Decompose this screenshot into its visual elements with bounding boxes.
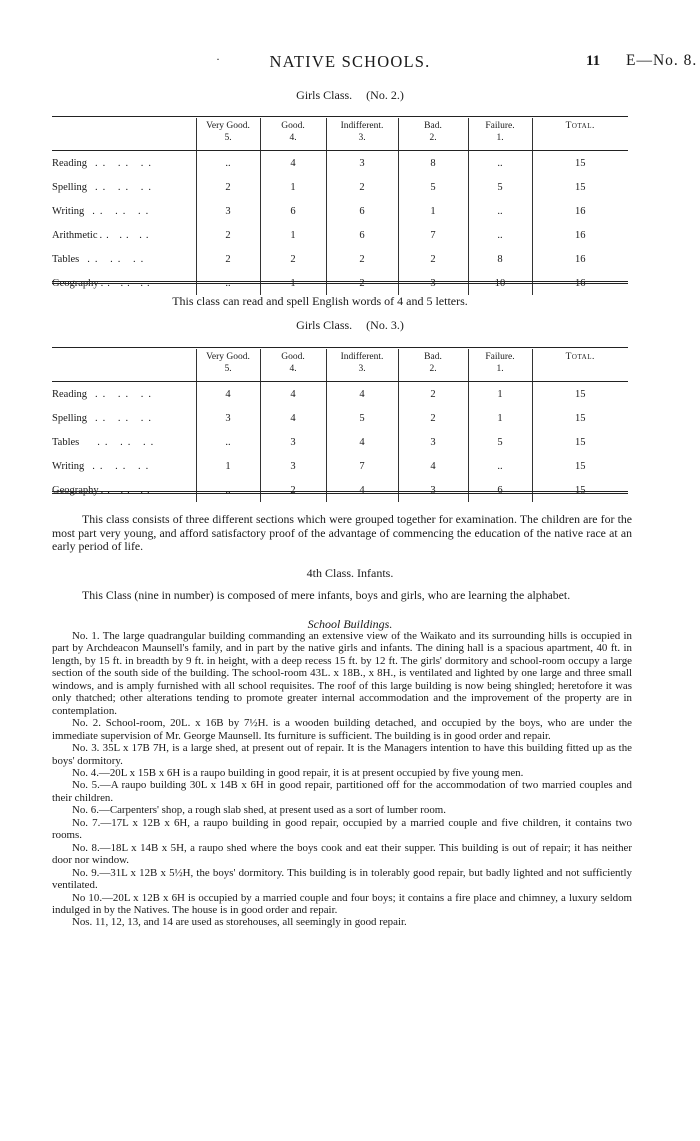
grade-cell: 2 xyxy=(326,175,398,199)
table2-top-rule xyxy=(52,347,628,348)
grade-cell: 3 xyxy=(196,406,260,430)
grade-cell: 4 xyxy=(326,478,398,502)
grade-cell: 8 xyxy=(468,247,532,271)
table2-bottom-rule xyxy=(52,491,628,494)
grade-cell: 4 xyxy=(196,382,260,407)
grade-cell: .. xyxy=(196,430,260,454)
total-cell: 15 xyxy=(532,406,628,430)
table1-col-header: Failure. 1. xyxy=(468,118,532,151)
total-cell: 16 xyxy=(532,199,628,223)
table2-col-header: Good. 4. xyxy=(260,349,326,382)
subject-cell: Tables .. .. .. xyxy=(52,436,159,448)
grade-cell: 3 xyxy=(196,199,260,223)
grade-cell: 3 xyxy=(326,151,398,176)
header-dot: · xyxy=(216,52,220,66)
table1-note: This class can read and spell English words of 4 and 5 letters. xyxy=(172,294,468,308)
grade-cell: 3 xyxy=(398,271,468,295)
total-cell: 15 xyxy=(532,430,628,454)
grade-cell: .. xyxy=(196,151,260,176)
grade-cell: 3 xyxy=(398,430,468,454)
total-cell: 16 xyxy=(532,223,628,247)
grade-cell: 2 xyxy=(260,247,326,271)
class3-text: This class consists of three different sections which were grouped together for examination. The children are for the most part very young, and afford satisfactory proof of the advantage of commencing the education of the native race at an early period of life. xyxy=(52,512,632,553)
table2-caption xyxy=(0,318,700,333)
grade-cell: 2 xyxy=(196,247,260,271)
infants-heading: 4th Class. Infants. xyxy=(306,566,394,580)
grade-cell: 4 xyxy=(260,151,326,176)
building-paragraph: No. 3. 35L x 17B 7H, is a large shed, at present out of repair. It is the Managers intention to have this building fitted up as the boys' dormitory. xyxy=(52,742,632,767)
grade-cell: .. xyxy=(196,478,260,502)
total-cell: 15 xyxy=(532,151,628,176)
school-buildings-heading: School Buildings. xyxy=(307,617,393,631)
table2-caption-number: (No. 3.) xyxy=(366,318,404,332)
table1-bottom-rule xyxy=(52,281,628,284)
table2-col-header: Failure. 1. xyxy=(468,349,532,382)
infants-text: This Class (nine in number) is composed of mere infants, boys and girls, who are learning the alphabet. xyxy=(82,588,571,602)
subject-cell: Geography .. .. .. xyxy=(52,277,154,289)
grade-cell: .. xyxy=(468,151,532,176)
grade-cell: 1 xyxy=(468,382,532,407)
table1-total-header: Total. xyxy=(532,118,628,151)
grade-cell: 6 xyxy=(468,478,532,502)
subject-cell: Tables .. .. .. xyxy=(52,253,149,265)
table1-caption-name: Girls Class. xyxy=(296,88,353,102)
table1-top-rule xyxy=(52,116,628,117)
grade-cell: 7 xyxy=(398,223,468,247)
total-cell: 15 xyxy=(532,454,628,478)
table-row xyxy=(52,430,628,454)
building-paragraph: No. 1. The large quadrangular building commanding an extensive view of the Waikato and its surrounding hills is occupied in part by Archdeacon Maunsell's family, and in part by the native girls and infants. The dining hall is a spacious apartment, 40 ft. in length, by 15 ft. in breadth by 9 ft. in height, with a deep recess 15 ft. by 12 ft. The girls' dormitory and school-room occupy a large section of the south side of the building. The school-room 43L. x 18B., x 8H., is ventilated and lighted by one large and three small windows, and is amply furnished with all school requisites. The roof of this large building is now being shingled; heretofore it was only thatched; other alterations tending to promote greater internal accommodation and the improvement of the property are in contemplation. xyxy=(52,630,632,717)
building-paragraph: No. 6.—Carpenters' shop, a rough slab shed, at present used as a sort of lumber room. xyxy=(72,804,446,817)
table-row xyxy=(52,175,628,199)
grade-cell: 6 xyxy=(326,223,398,247)
table-row xyxy=(52,199,628,223)
table-row xyxy=(52,478,628,502)
grade-cell: 1 xyxy=(260,223,326,247)
building-paragraph: No. 5.—A raupo building 30L x 14B x 6H in good repair, partitioned off for the accommodation of two married couples and their children. xyxy=(52,779,632,804)
grade-cell: 1 xyxy=(398,199,468,223)
grade-cell: 3 xyxy=(260,454,326,478)
grade-cell: 6 xyxy=(260,199,326,223)
subject-cell: Writing .. .. .. xyxy=(52,205,154,217)
total-cell: 16 xyxy=(532,271,628,295)
grade-cell: 1 xyxy=(196,454,260,478)
building-paragraph: Nos. 11, 12, 13, and 14 are used as storehouses, all seemingly in good repair. xyxy=(72,916,407,929)
grade-cell: 4 xyxy=(260,406,326,430)
table1-caption xyxy=(0,88,700,103)
total-cell: 16 xyxy=(532,247,628,271)
grade-cell: 2 xyxy=(260,478,326,502)
table2 xyxy=(52,349,628,502)
table2-caption-name: Girls Class. xyxy=(296,318,353,332)
class3-paragraph xyxy=(52,513,632,554)
building-paragraph: No 10.—20L x 12B x 6H is occupied by a married couple and four boys; it contains a fire place and chimney, a luxury seldom indulged in by the Natives. The house is in good order and repair. xyxy=(52,891,632,916)
table1 xyxy=(52,118,628,295)
grade-cell: 2 xyxy=(398,247,468,271)
grade-cell: 3 xyxy=(260,430,326,454)
grade-cell: 2 xyxy=(398,382,468,407)
building-paragraph: No. 9.—31L x 12B x 5½H, the boys' dormitory. This building is in tolerably good repair, but badly lighted and not sufficiently ventilated. xyxy=(52,866,632,892)
grade-cell: .. xyxy=(468,199,532,223)
grade-cell: 5 xyxy=(468,175,532,199)
grade-cell: 4 xyxy=(326,430,398,454)
paper-id: E—No. 8. xyxy=(626,52,698,69)
table-row xyxy=(52,151,628,176)
subject-cell: Reading .. .. .. xyxy=(52,388,156,400)
grade-cell: 6 xyxy=(326,199,398,223)
grade-cell: 2 xyxy=(326,271,398,295)
building-paragraph: No. 4.—20L x 15B x 6H is a raupo building in good repair, it is at present occupied by five young men. xyxy=(72,766,524,779)
grade-cell: 2 xyxy=(326,247,398,271)
table1-col-header: Bad. 2. xyxy=(398,118,468,151)
table1-col-header: Very Good. 5. xyxy=(196,118,260,151)
table2-col-header: Very Good. 5. xyxy=(196,349,260,382)
grade-cell: 2 xyxy=(398,406,468,430)
grade-cell: 1 xyxy=(260,271,326,295)
table-row xyxy=(52,406,628,430)
grade-cell: .. xyxy=(196,271,260,295)
grade-cell: 5 xyxy=(398,175,468,199)
page-header xyxy=(0,52,700,72)
building-paragraph: No. 8.—18L x 14B x 5H, a raupo shed where the boys cook and eat their supper. This building is out of repair; it has neither door nor window. xyxy=(52,841,632,867)
running-title: NATIVE SCHOOLS. xyxy=(269,52,431,71)
grade-cell: 5 xyxy=(468,430,532,454)
grade-cell: 10 xyxy=(468,271,532,295)
grade-cell: 4 xyxy=(260,382,326,407)
table1-caption-number: (No. 2.) xyxy=(366,88,404,102)
grade-cell: 4 xyxy=(398,454,468,478)
page-number: 11 xyxy=(586,53,601,69)
building-paragraph: No. 7.—17L x 12B x 6H, a raupo building in good repair, occupied by a married couple and five children, it contains two rooms. xyxy=(52,816,632,842)
table-row xyxy=(52,223,628,247)
total-cell: 15 xyxy=(532,175,628,199)
table1-header-row xyxy=(52,118,628,151)
grade-cell: 1 xyxy=(260,175,326,199)
grade-cell: 2 xyxy=(196,223,260,247)
subject-cell: Spelling .. .. .. xyxy=(52,181,157,193)
infants-paragraph xyxy=(52,589,632,603)
grade-cell: 7 xyxy=(326,454,398,478)
grade-cell: 2 xyxy=(196,175,260,199)
table1-header-blank xyxy=(52,118,196,151)
table1-col-header: Good. 4. xyxy=(260,118,326,151)
school-buildings-section xyxy=(52,630,632,929)
grade-cell: 5 xyxy=(326,406,398,430)
grade-cell: .. xyxy=(468,223,532,247)
table-row xyxy=(52,382,628,407)
total-cell: 15 xyxy=(532,382,628,407)
grade-cell: .. xyxy=(468,454,532,478)
grade-cell: 3 xyxy=(398,478,468,502)
table2-header-row xyxy=(52,349,628,382)
grade-cell: 1 xyxy=(468,406,532,430)
table2-total-header: Total. xyxy=(532,349,628,382)
table-row xyxy=(52,454,628,478)
table1-col-header: Indifferent. 3. xyxy=(326,118,398,151)
subject-cell: Writing .. .. .. xyxy=(52,460,154,472)
grade-cell: 4 xyxy=(326,382,398,407)
table2-col-header: Indifferent. 3. xyxy=(326,349,398,382)
building-paragraph: No. 2. School-room, 20L. x 16B by 7½H. is a wooden building detached, and occupied by the boys, who are under the immediate supervision of Mr. George Maunsell. Its furniture is sufficient. The building is in good order and repair. xyxy=(52,717,632,742)
table2-header-blank xyxy=(52,349,196,382)
table-row xyxy=(52,247,628,271)
subject-cell: Arithmetic .. .. .. xyxy=(52,229,153,241)
subject-cell: Spelling .. .. .. xyxy=(52,412,157,424)
grade-cell: 8 xyxy=(398,151,468,176)
total-cell: 15 xyxy=(532,478,628,502)
table2-col-header: Bad. 2. xyxy=(398,349,468,382)
subject-cell: Geography .. .. .. xyxy=(52,484,154,496)
subject-cell: Reading .. .. .. xyxy=(52,157,156,169)
